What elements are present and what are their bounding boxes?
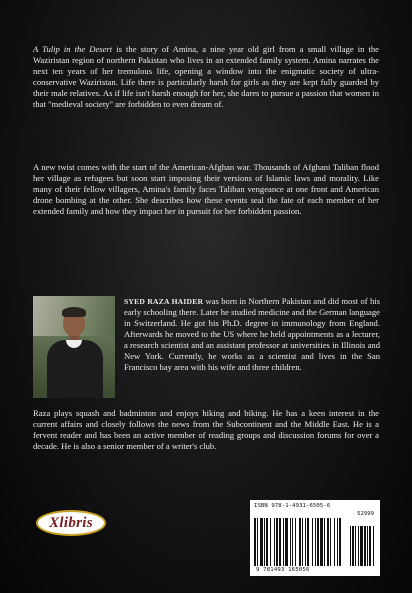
isbn-label: ISBN 978-1-4931-6505-6 [254, 503, 331, 509]
author-hobbies-paragraph: Raza plays squash and badminton and enjoys hiking and biking. He has a keen interest in the current affairs and closely follows the news from the Subcontinent and the Middle East. He is a fervent reader and has been an active member of reading groups and discussion forums for over a decade. He is also a senior member of a writer's club. [33, 408, 379, 452]
book-title: A Tulip in the Desert [33, 44, 113, 54]
synopsis-paragraph-1-text: is the story of Amina, a nine year old girl from a small village in the Waziristan region of northern Pakistan who lives in an extended family system. Amina narrates the next ten years of her tremulous life, opening a window into the enigmatic society of ultra-conservative Waziristan. Life there is particularly harsh for girls as they are kept fully guarded by their male relatives. As if life isn't harsh enough for her, she dares to pursue a passion that women in that "medieval society" are forbidden to even dream of. [33, 44, 379, 110]
barcode-bars [254, 518, 376, 566]
author-bio-text: was born in Northern Pakistan and did most of his early schooling there. Later he studied medicine and the German language in Switzerland. He got his Ph.D. degree in immunology from England. Afterwards he moved to the US where he held appointments as a lecturer, a research scientist and an assistant professor at universities in Illinois and New York. Currently, he works as a scientist and lives in the San Francisco bay area with his wife and three children. [124, 296, 380, 373]
author-bio [124, 296, 380, 373]
publisher-logo-text: Xlibris [49, 514, 93, 531]
author-name: SYED RAZA HAIDER [124, 297, 204, 306]
synopsis-paragraph-2: A new twist comes with the start of the American-Afghan war. Thousands of Afghani Taliban flood her village as refugees but soon start imposing their versions of Islamic laws and morality. Like many of their fellow villagers, Amina's family faces Taliban vengeance at one front and American drone bombing at the other. She describes how these events seal the fate of each member of her extended family and how they impact her in pursuit for her forbidden passion. [33, 162, 379, 217]
isbn-barcode [250, 500, 380, 576]
barcode-digits: 9 781493 165056 [256, 567, 310, 573]
price-code: 52999 [357, 511, 374, 517]
publisher-logo [36, 510, 106, 536]
author-photo [33, 296, 115, 398]
synopsis-paragraph-1 [33, 44, 379, 110]
